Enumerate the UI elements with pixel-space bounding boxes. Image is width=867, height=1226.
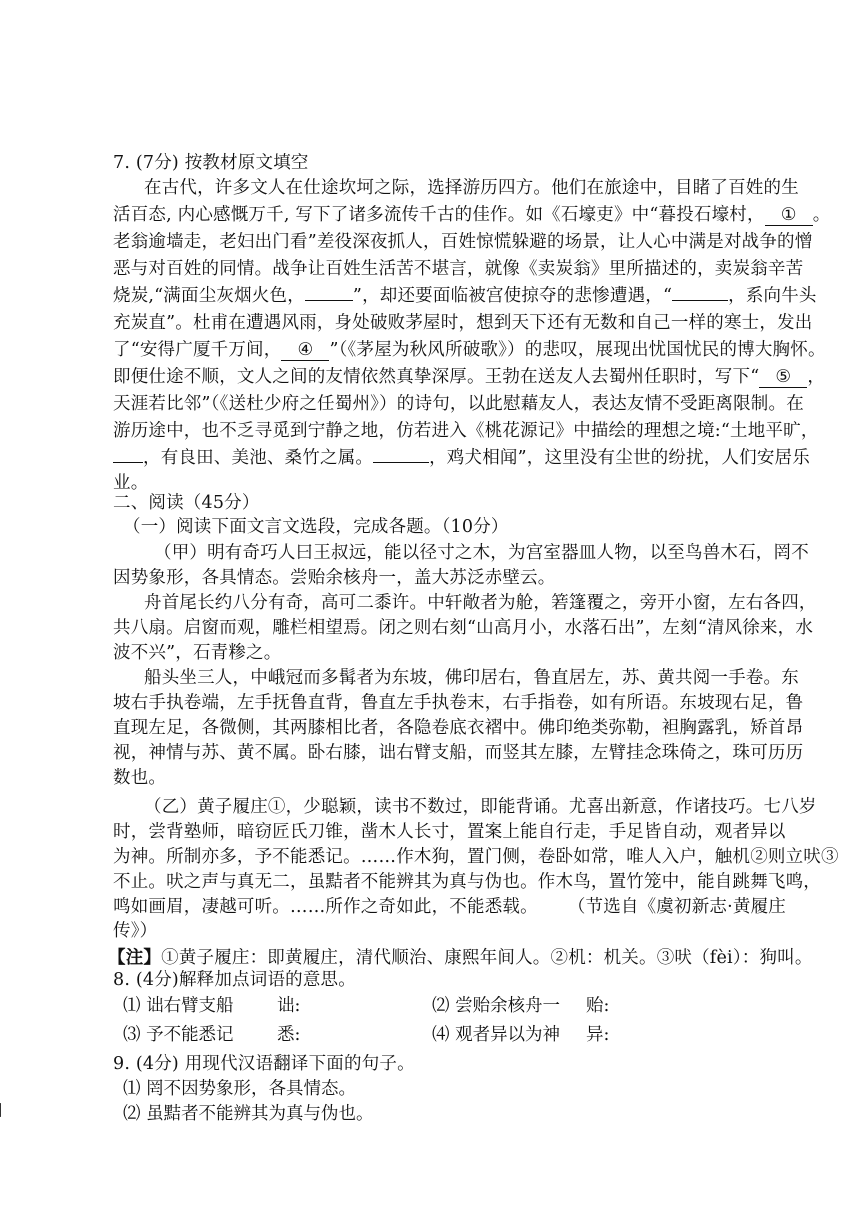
q7-line-6: 充炭直”。杜甫在遭遇风雨，身处破败茅屋时，想到天下还有无数和自己一样的寒士，发出 bbox=[113, 313, 813, 333]
q7-line-3: 老翁逾墙走，老妇出门看”差役深夜抓人，百姓惊慌躲避的场景，让人心中满是对战争的憎 bbox=[113, 232, 813, 252]
blank-5[interactable]: ⑤ bbox=[759, 367, 807, 388]
q7-line-1: 在古代，许多文人在仕途坎坷之际，选择游历四方。他们在旅途中，目睹了百姓的生 bbox=[144, 178, 799, 198]
q7-line-4: 恶与对百姓的同情。战争让百姓生活苦不堪言，就像《卖炭翁》里所描述的，卖炭翁辛苦 bbox=[113, 259, 804, 279]
passage-a-line-7: 坡右手执卷端，左手抚鲁直背，鲁直左手执卷末，右手指卷，如有所语。东坡现右足，鲁 bbox=[113, 693, 804, 713]
section-2-title: 二、阅读（45分） bbox=[113, 493, 260, 513]
blank-2[interactable] bbox=[305, 300, 353, 301]
passage-b-line-2: 时，尝背塾师，暗窃匠氏刀锥，凿木人长寸，置案上能自行走，手足皆自动，观者异以 bbox=[113, 822, 786, 842]
blank-7[interactable] bbox=[373, 462, 429, 463]
q8-item-3-key: 悉: bbox=[277, 1025, 301, 1045]
q7-line-2: 活百态, 内心感慨万千, 写下了诸多流传千古的佳作。如《石壕吏》中“暮投石壕村， ① 。 bbox=[113, 205, 831, 225]
q8-title: 8. (4分)解释加点词语的意思。 bbox=[113, 970, 356, 990]
q7-line-12: 业。 bbox=[113, 473, 149, 493]
annotation-note: 【注】①黄子履庄：即黄履庄，清代顺治、康熙年间人。②机：机关。③吠（fèi）：狗叫。 bbox=[108, 948, 813, 968]
q7-line-8: 即便仕途不顺，文人之间的友情依然真挚深厚。王勃在送友人去蜀州任职时，写下“ ⑤ ， bbox=[113, 367, 826, 387]
q8-item-2-key: 贻: bbox=[586, 996, 610, 1016]
passage-a-line-2: 因势象形，各具情态。尝贻余核舟一，盖大苏泛赤壁云。 bbox=[113, 568, 556, 588]
q8-item-1: ⑴ 诎右臂支船 bbox=[123, 996, 234, 1016]
passage-b-line-1: （乙）黄子履庄①，少聪颖，读书不数过，即能背诵。尤喜出新意，作诸技巧。七八岁 bbox=[144, 797, 817, 817]
passage-a-line-9: 视，神情与苏、黄不属。卧右膝，诎右臂支船，而竖其左膝，左臂挂念珠倚之，珠可历历 bbox=[113, 743, 804, 763]
passage-a-line-8: 直现左足，各微侧，其两膝相比者，各隐卷底衣褶中。佛印绝类弥勒，袒胸露乳，矫首昂 bbox=[113, 718, 804, 738]
passage-b-line-6: 传》） bbox=[113, 921, 158, 941]
q7-line-10: 游历途中，也不乏寻觅到宁静之地，仿若进入《桃花源记》中描绘的理想之境:“土地平旷， bbox=[113, 421, 819, 441]
passage-a-line-1: （甲）明有奇巧人曰王叔远，能以径寸之木，为宫室器皿人物，以至鸟兽木石，罔不 bbox=[154, 543, 809, 563]
passage-b-line-3: 为神。所制亦多，予不能悉记。……作木狗，置门侧，卷卧如常，唯人入户，触机②则立吠③ bbox=[113, 847, 839, 867]
passage-a-line-10: 数也。 bbox=[113, 768, 167, 788]
q7-title: 7. (7分) 按教材原文填空 bbox=[113, 153, 309, 173]
q8-item-3: ⑶ 予不能悉记 bbox=[123, 1025, 234, 1045]
blank-1[interactable]: ① bbox=[765, 205, 813, 226]
binding-edge-mark bbox=[0, 1103, 4, 1117]
q7-line-9: 天涯若比邻”（《送杜少府之任蜀州》）的诗句，以此慰藉友人，表达友情不受距离限制。在 bbox=[113, 394, 804, 414]
q9-item-1: ⑴ 罔不因势象形，各具情态。 bbox=[123, 1079, 357, 1099]
q7-line-5: 烧炭,“满面尘灰烟火色， ”，却还要面临被宫使掠夺的悲惨遭遇，“ ，系向牛头 bbox=[113, 286, 817, 306]
q7-line-7: 了“安得广厦千万间， ④ ”（《茅屋为秋风所破歌》）的悲叹，展现出忧国忧民的博大胸怀。 bbox=[113, 340, 826, 360]
passage-a-line-3: 舟首尾长约八分有奇，高可二黍许。中轩敞者为舱，箬篷覆之，旁开小窗，左右各四， bbox=[144, 593, 817, 613]
q8-item-4: ⑷ 观者异以为神 bbox=[432, 1025, 561, 1045]
q7-line-11: ，有良田、美池、桑竹之属。 ，鸡犬相闻”，这里没有尘世的纷扰，人们安居乐 bbox=[113, 446, 810, 470]
q8-item-1-key: 诎: bbox=[277, 996, 301, 1016]
blank-6[interactable] bbox=[113, 462, 143, 463]
q8-item-2: ⑵ 尝贻余核舟一 bbox=[432, 996, 561, 1016]
passage-a-line-5: 波不兴”，石青糁之。 bbox=[113, 643, 282, 663]
q9-title: 9. (4分) 用现代汉语翻译下面的句子。 bbox=[113, 1054, 415, 1074]
passage-a-line-6: 船头坐三人，中峨冠而多髯者为东坡，佛印居右，鲁直居左，苏、黄共阅一手卷。东 bbox=[144, 668, 799, 688]
passage-b-line-4: 不止。吠之声与真无二，虽黠者不能辨其为真与伪也。作木鸟，置竹笼中，能自跳舞飞鸣， bbox=[113, 872, 821, 892]
q8-item-4-key: 异: bbox=[586, 1025, 610, 1045]
blank-4[interactable]: ④ bbox=[281, 340, 329, 361]
blank-3[interactable] bbox=[672, 300, 728, 301]
passage-b-line-5: 鸣如画眉，凄越可听。……所作之奇如此，不能悉载。 （节选自《虞初新志·黄履庄 bbox=[113, 897, 786, 917]
section-2-sub-1: （一）阅读下面文言文选段，完成各题。（10分） bbox=[123, 517, 509, 537]
passage-a-line-4: 共八扇。启窗而观，雕栏相望焉。闭之则右刻“山高月小，水落石出”，左刻“清风徐来，水 bbox=[113, 618, 814, 638]
q9-item-2: ⑵ 虽黠者不能辨其为真与伪也。 bbox=[123, 1104, 374, 1124]
